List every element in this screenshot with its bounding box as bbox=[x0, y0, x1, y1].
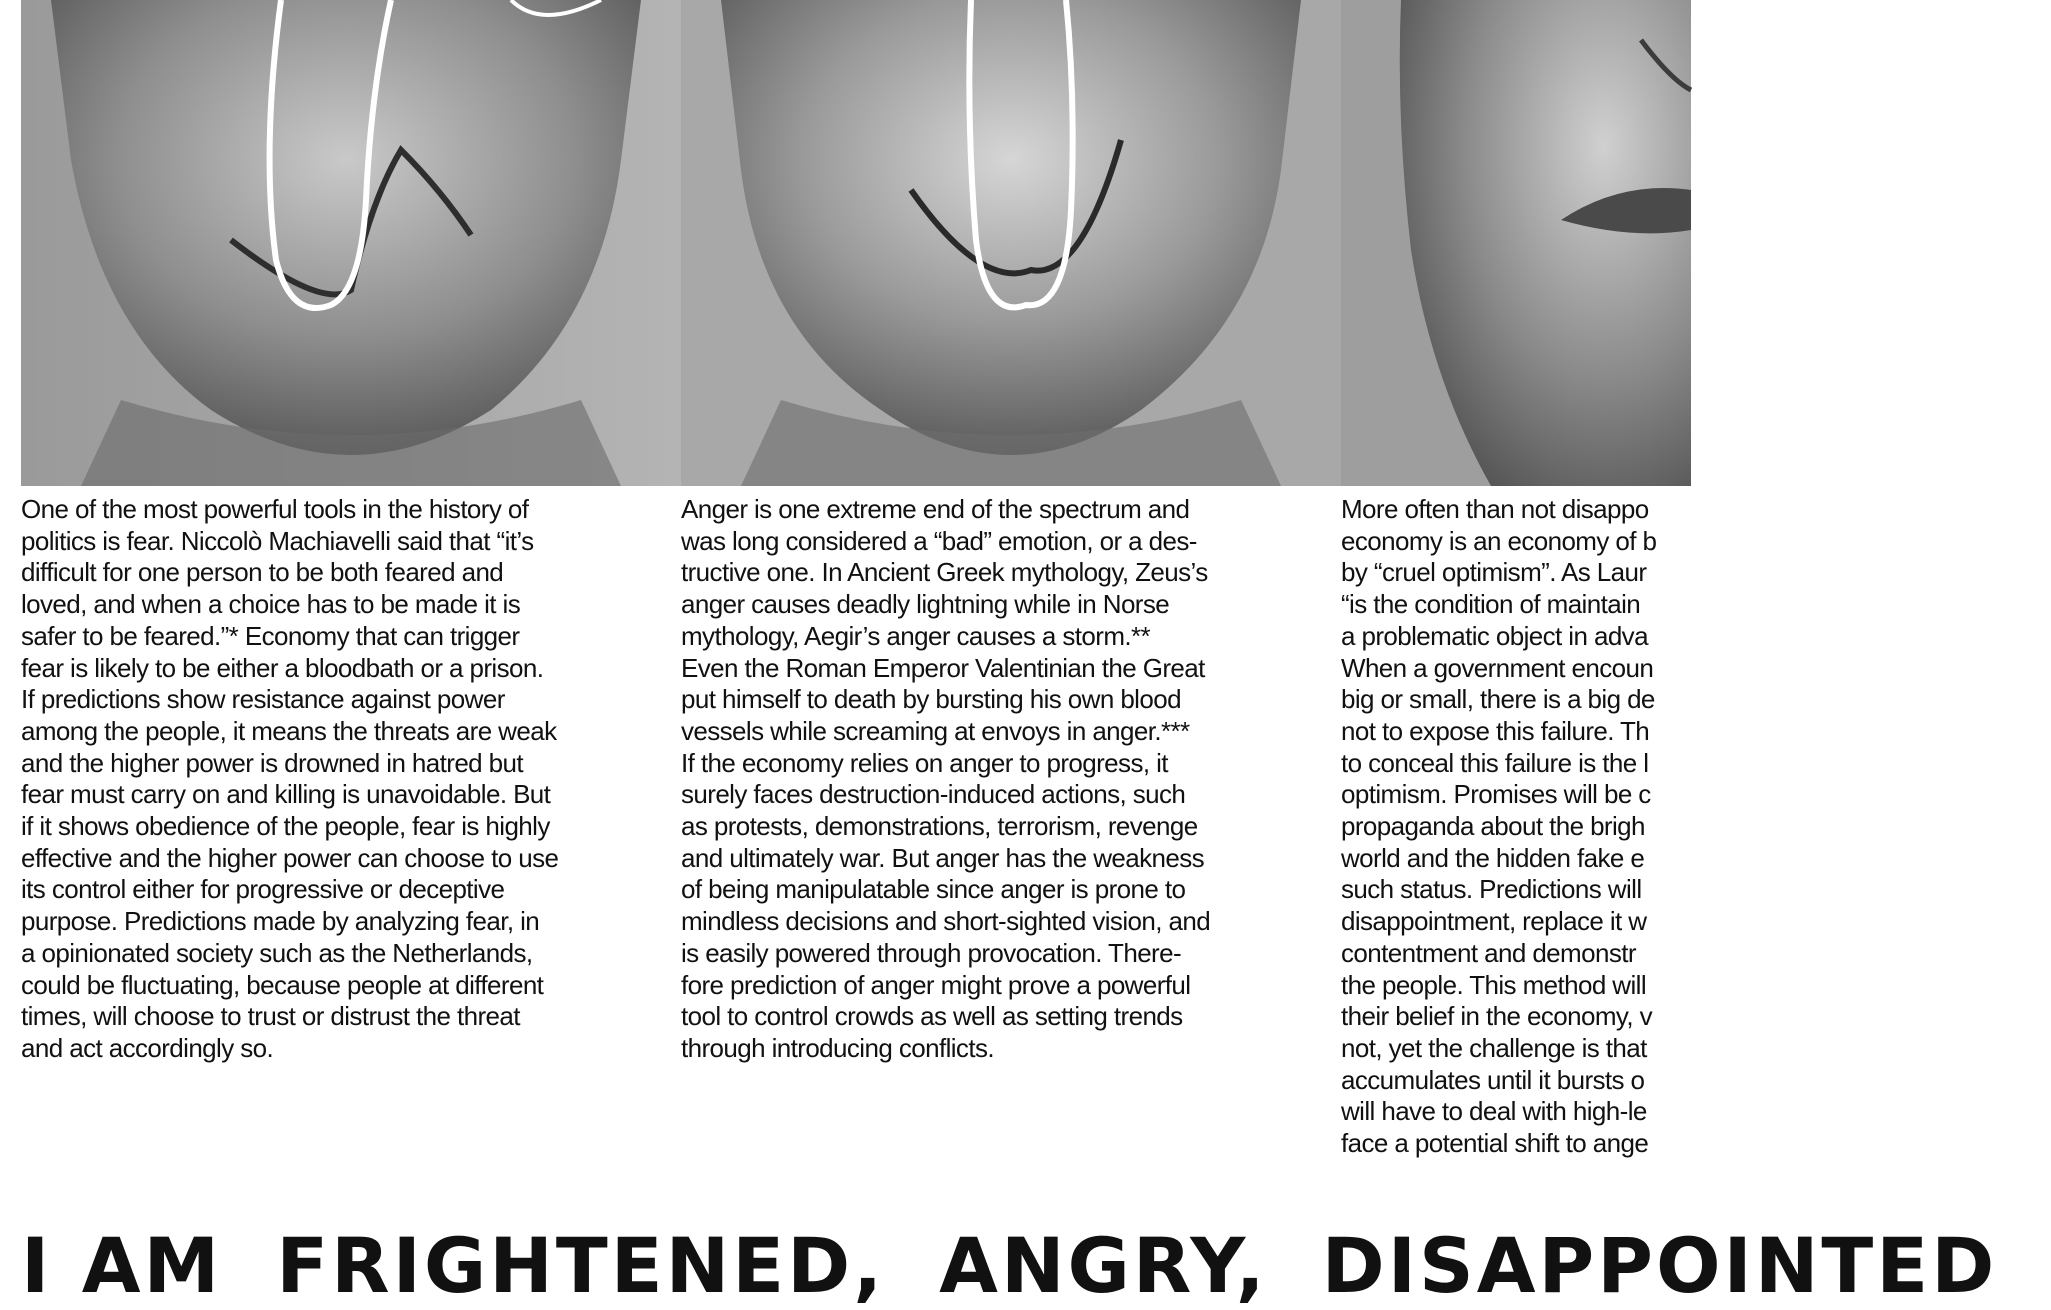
text-line: politics is fear. Niccolò Machiavelli said that “it’s bbox=[21, 525, 534, 556]
text-line: tructive one. In Ancient Greek mythology, Zeus’s bbox=[681, 557, 1208, 588]
text-line: surely faces destruction-induced actions, such bbox=[681, 779, 1186, 810]
text-line: and ultimately war. But anger has the weakness bbox=[681, 842, 1205, 873]
headline bbox=[21, 1221, 1998, 1310]
text-line: the people. This method will bbox=[1341, 969, 1647, 1000]
text-line: to conceal this failure is the l bbox=[1341, 747, 1649, 778]
text-line: and the higher power is drowned in hatred but bbox=[21, 747, 524, 778]
text-line: safer to be feared.”* Economy that can trigger bbox=[21, 620, 520, 651]
text-line: accumulates until it bursts o bbox=[1341, 1064, 1645, 1095]
text-line: economy is an economy of b bbox=[1341, 525, 1657, 556]
text-line: If predictions show resistance against power bbox=[21, 684, 505, 715]
text-line: tool to control crowds as well as setting trends bbox=[681, 1001, 1183, 1032]
text-line: big or small, there is a big de bbox=[1341, 684, 1655, 715]
text-column-anger bbox=[681, 494, 1321, 1065]
text-line: put himself to death by bursting his own blood bbox=[681, 684, 1181, 715]
text-line: anger causes deadly lightning while in Norse bbox=[681, 589, 1170, 620]
headline-word: DISAPPOINTED bbox=[1321, 1221, 1998, 1310]
text-line: through introducing conflicts. bbox=[681, 1032, 994, 1063]
text-line: “is the condition of maintain bbox=[1341, 589, 1641, 620]
text-line: fear must carry on and killing is unavoidable. But bbox=[21, 779, 551, 810]
text-line: When a government encoun bbox=[1341, 652, 1654, 683]
text-line: fear is likely to be either a bloodbath or a prison. bbox=[21, 652, 544, 683]
text-line: not to expose this failure. Th bbox=[1341, 715, 1650, 746]
text-line: contentment and demonstr bbox=[1341, 937, 1636, 968]
text-line: a opinionated society such as the Netherlands, bbox=[21, 937, 533, 968]
text-line: was long considered a “bad” emotion, or a des- bbox=[681, 525, 1197, 556]
text-line: of being manipulatable since anger is prone to bbox=[681, 874, 1186, 905]
text-line: its control either for progressive or deceptive bbox=[21, 874, 505, 905]
text-line: among the people, it means the threats are weak bbox=[21, 715, 557, 746]
text-line: effective and the higher power can choose to use bbox=[21, 842, 559, 873]
text-line: Even the Roman Emperor Valentinian the Great bbox=[681, 652, 1205, 683]
text-line: not, yet the challenge is that bbox=[1341, 1032, 1647, 1063]
headline-word: ANGRY, bbox=[939, 1221, 1268, 1310]
text-line: difficult for one person to be both feared and bbox=[21, 557, 504, 588]
text-line: could be fluctuating, because people at different bbox=[21, 969, 544, 1000]
text-line: world and the hidden fake e bbox=[1341, 842, 1645, 873]
text-line: loved, and when a choice has to be made it is bbox=[21, 589, 521, 620]
text-line: times, will choose to trust or distrust the threat bbox=[21, 1001, 520, 1032]
text-line: and act accordingly so. bbox=[21, 1032, 274, 1063]
text-line: optimism. Promises will be c bbox=[1341, 779, 1651, 810]
text-line: Anger is one extreme end of the spectrum and bbox=[681, 494, 1190, 524]
text-line: purpose. Predictions made by analyzing fear, in bbox=[21, 906, 540, 937]
text-line: their belief in the economy, v bbox=[1341, 1001, 1653, 1032]
text-line: face a potential shift to ange bbox=[1341, 1128, 1649, 1159]
text-line: mythology, Aegir’s anger causes a storm.** bbox=[681, 620, 1151, 651]
headline-word: FRIGHTENED, bbox=[276, 1221, 886, 1310]
text-line: One of the most powerful tools in the history of bbox=[21, 494, 529, 524]
text-line: disappointment, replace it w bbox=[1341, 906, 1647, 937]
face-image-anger bbox=[681, 0, 1341, 486]
text-line: as protests, demonstrations, terrorism, revenge bbox=[681, 811, 1198, 842]
headline-word: I AM bbox=[21, 1221, 223, 1310]
text-line: More often than not disappo bbox=[1341, 494, 1649, 524]
text-line: is easily powered through provocation. There- bbox=[681, 937, 1182, 968]
text-column-fear bbox=[21, 494, 661, 1065]
text-line: mindless decisions and short-sighted vision, and bbox=[681, 906, 1211, 937]
face-image-fear bbox=[21, 0, 681, 486]
text-line: such status. Predictions will bbox=[1341, 874, 1642, 905]
text-line: If the economy relies on anger to progress, it bbox=[681, 747, 1168, 778]
text-line: propaganda about the brigh bbox=[1341, 811, 1645, 842]
text-line: a problematic object in adva bbox=[1341, 620, 1648, 651]
text-line: by “cruel optimism”. As Laur bbox=[1341, 557, 1647, 588]
text-line: vessels while screaming at envoys in anger.*** bbox=[681, 715, 1190, 746]
text-line: if it shows obedience of the people, fear is highly bbox=[21, 811, 550, 842]
text-line: will have to deal with high-le bbox=[1341, 1096, 1647, 1127]
text-line: fore prediction of anger might prove a powerful bbox=[681, 969, 1191, 1000]
face-image-disappointment bbox=[1341, 0, 1691, 486]
text-column-disappointment bbox=[1341, 494, 1691, 1160]
